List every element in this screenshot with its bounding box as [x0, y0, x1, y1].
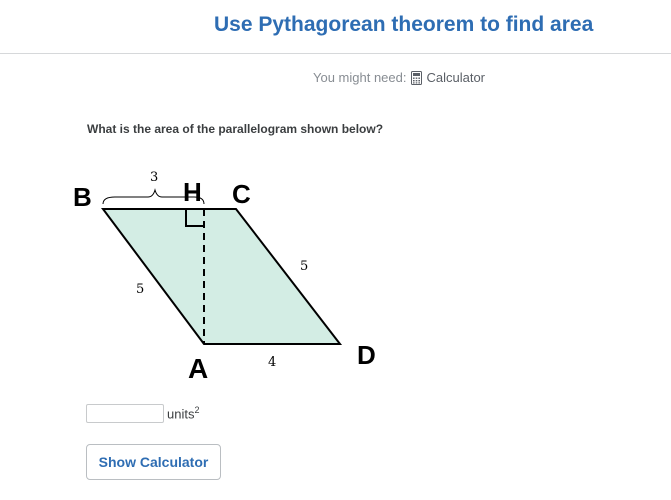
vertex-label-b: B	[73, 182, 92, 212]
show-calculator-label: Show Calculator	[98, 454, 209, 470]
side-label-ab: 5	[136, 282, 145, 297]
vertex-label-a: A	[188, 353, 209, 384]
answer-input[interactable]	[86, 404, 164, 423]
vertex-label-d: D	[357, 340, 376, 370]
units-exponent: 2	[194, 405, 200, 416]
parallelogram-shape	[103, 209, 340, 344]
vertex-label-h: H	[183, 177, 202, 207]
header	[0, 0, 671, 54]
calculator-tool-link[interactable]: Calculator	[426, 70, 486, 85]
tools-needed-label: You might need:	[313, 70, 407, 85]
units-label	[167, 405, 199, 421]
parallelogram-figure	[60, 160, 390, 390]
show-calculator-button[interactable]	[86, 444, 221, 480]
tools-needed	[313, 70, 485, 85]
side-label-ad: 4	[268, 355, 277, 370]
page-title: Use Pythagorean theorem to find area	[214, 13, 594, 36]
answer-row	[86, 404, 199, 423]
calculator-icon	[411, 71, 422, 85]
side-label-bh: 3	[150, 170, 159, 185]
units-text: units	[167, 406, 195, 422]
vertex-label-c: C	[232, 179, 251, 209]
question-text: What is the area of the parallelogram shown below?	[87, 122, 384, 136]
side-label-cd: 5	[300, 259, 309, 274]
